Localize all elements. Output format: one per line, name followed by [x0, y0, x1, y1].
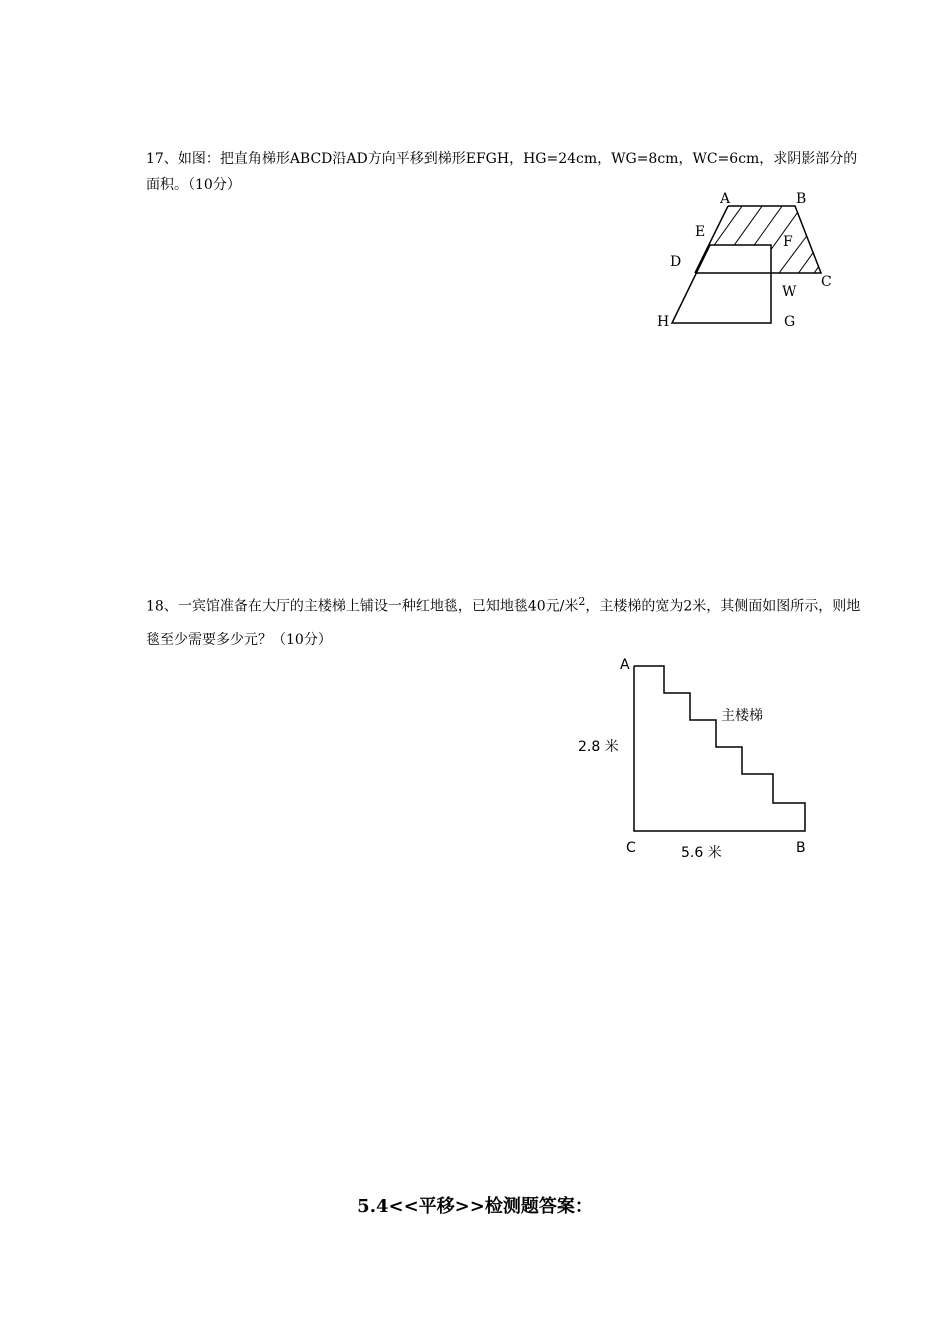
shaded-region — [700, 195, 850, 285]
label-a: A — [620, 657, 630, 673]
label-b: B — [796, 840, 806, 856]
height-label: 2.8 米 — [578, 739, 619, 755]
q18-text-b: ，主楼梯的宽为2米，其侧面如图所示，则地毯至少需要多少元？（10分） — [146, 598, 861, 648]
label-a: A — [720, 191, 731, 207]
label-b: B — [796, 191, 807, 207]
label-h: H — [657, 314, 670, 330]
stairs-label: 主楼梯 — [721, 708, 763, 724]
label-g: G — [784, 314, 796, 330]
staircase-outline — [634, 666, 805, 831]
question-18 — [146, 585, 866, 657]
q18-text-a: 18、一宾馆准备在大厅的主楼梯上铺设一种红地毯，已知地毯40元/米 — [146, 598, 579, 615]
trapezoid-efgh — [672, 245, 771, 323]
label-d: D — [670, 254, 682, 270]
label-e: E — [695, 224, 706, 240]
staircase-figure — [560, 650, 820, 865]
question-17: 17、如图：把直角梯形ABCD沿AD方向平移到梯形EFGH，HG=24cm，WG=8cm，WC=6cm，求阴影部分的面积。（10分） — [146, 151, 858, 193]
label-c: C — [626, 840, 636, 856]
label-f: F — [783, 234, 793, 250]
trapezoid-figure — [640, 185, 850, 335]
label-w: W — [782, 284, 797, 300]
width-label: 5.6 米 — [681, 845, 722, 861]
label-c: C — [821, 274, 832, 290]
answer-heading: 5.4<<平移>>检测题答案： — [357, 1196, 593, 1217]
q18-sup: 2 — [578, 595, 586, 608]
